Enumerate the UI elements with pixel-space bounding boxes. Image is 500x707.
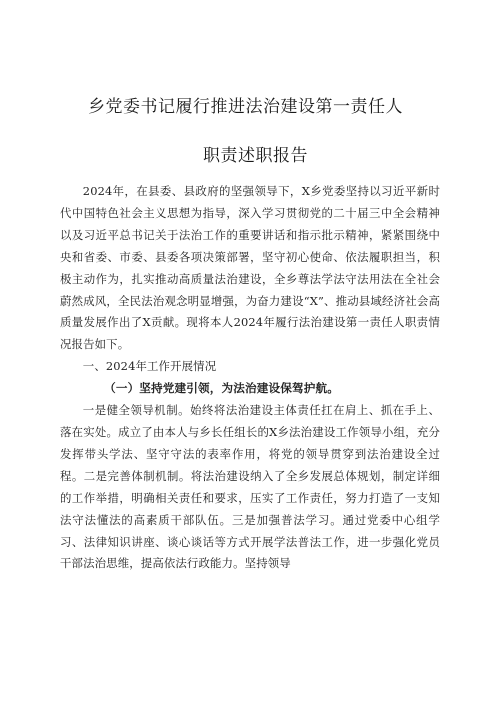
subsection-heading: （一）坚持党建引领，为法治建设保驾护航。 <box>104 381 339 396</box>
body-paragraph: 一是健全领导机制。始终将法治建设主体责任扛在肩上、抓在手上、落在实处。成立了由本人与乡长任组长的X乡法治建设工作领导小组，充分发挥带头学法、坚守守法的表率作用，将党的领导贯穿到法治建设全过程。二是完善体制机制。将法治建设纳入了全乡发展总体规划，制定详细的工作举措，明确相关责任和要求，压实了工作责任，努力打造了一支知法守法懂法的高素质干部队伍。三是加强普法学习。通过党委中心组学习、法律知识讲座、谈心谈话等方式开展学法普法工作，进一步强化党员干部法治思维，提高依法行政能力。坚持领导 <box>60 403 440 571</box>
document-title-line-2: 职责述职报告 <box>203 146 308 166</box>
document-body <box>60 181 440 575</box>
document-title-line-1: 乡党委书记履行推进法治建设第一责任人 <box>88 97 403 117</box>
section-heading: 一、2024年工作开展情况 <box>82 359 217 374</box>
intro-paragraph: 2024年，在县委、县政府的坚强领导下，X乡党委坚持以习近平新时代中国特色社会主义思想为指导，深入学习贯彻党的二十届三中全会精神以及习近平总书记关于法治工作的重要讲话和指示批示精神，紧紧围绕中央和省委、市委、县委各项决策部署，坚守初心使命、依法履职担当，积极主动作为，扎实推动高质量法治建设，全乡尊法学法守法用法在全社会蔚然成风，全民法治观念明显增强，为奋力建设“X”、推动县域经济社会高质量发展作出了X贡献。现将本人2024年履行法治建设第一责任人职责情况报告如下。 <box>60 184 440 352</box>
